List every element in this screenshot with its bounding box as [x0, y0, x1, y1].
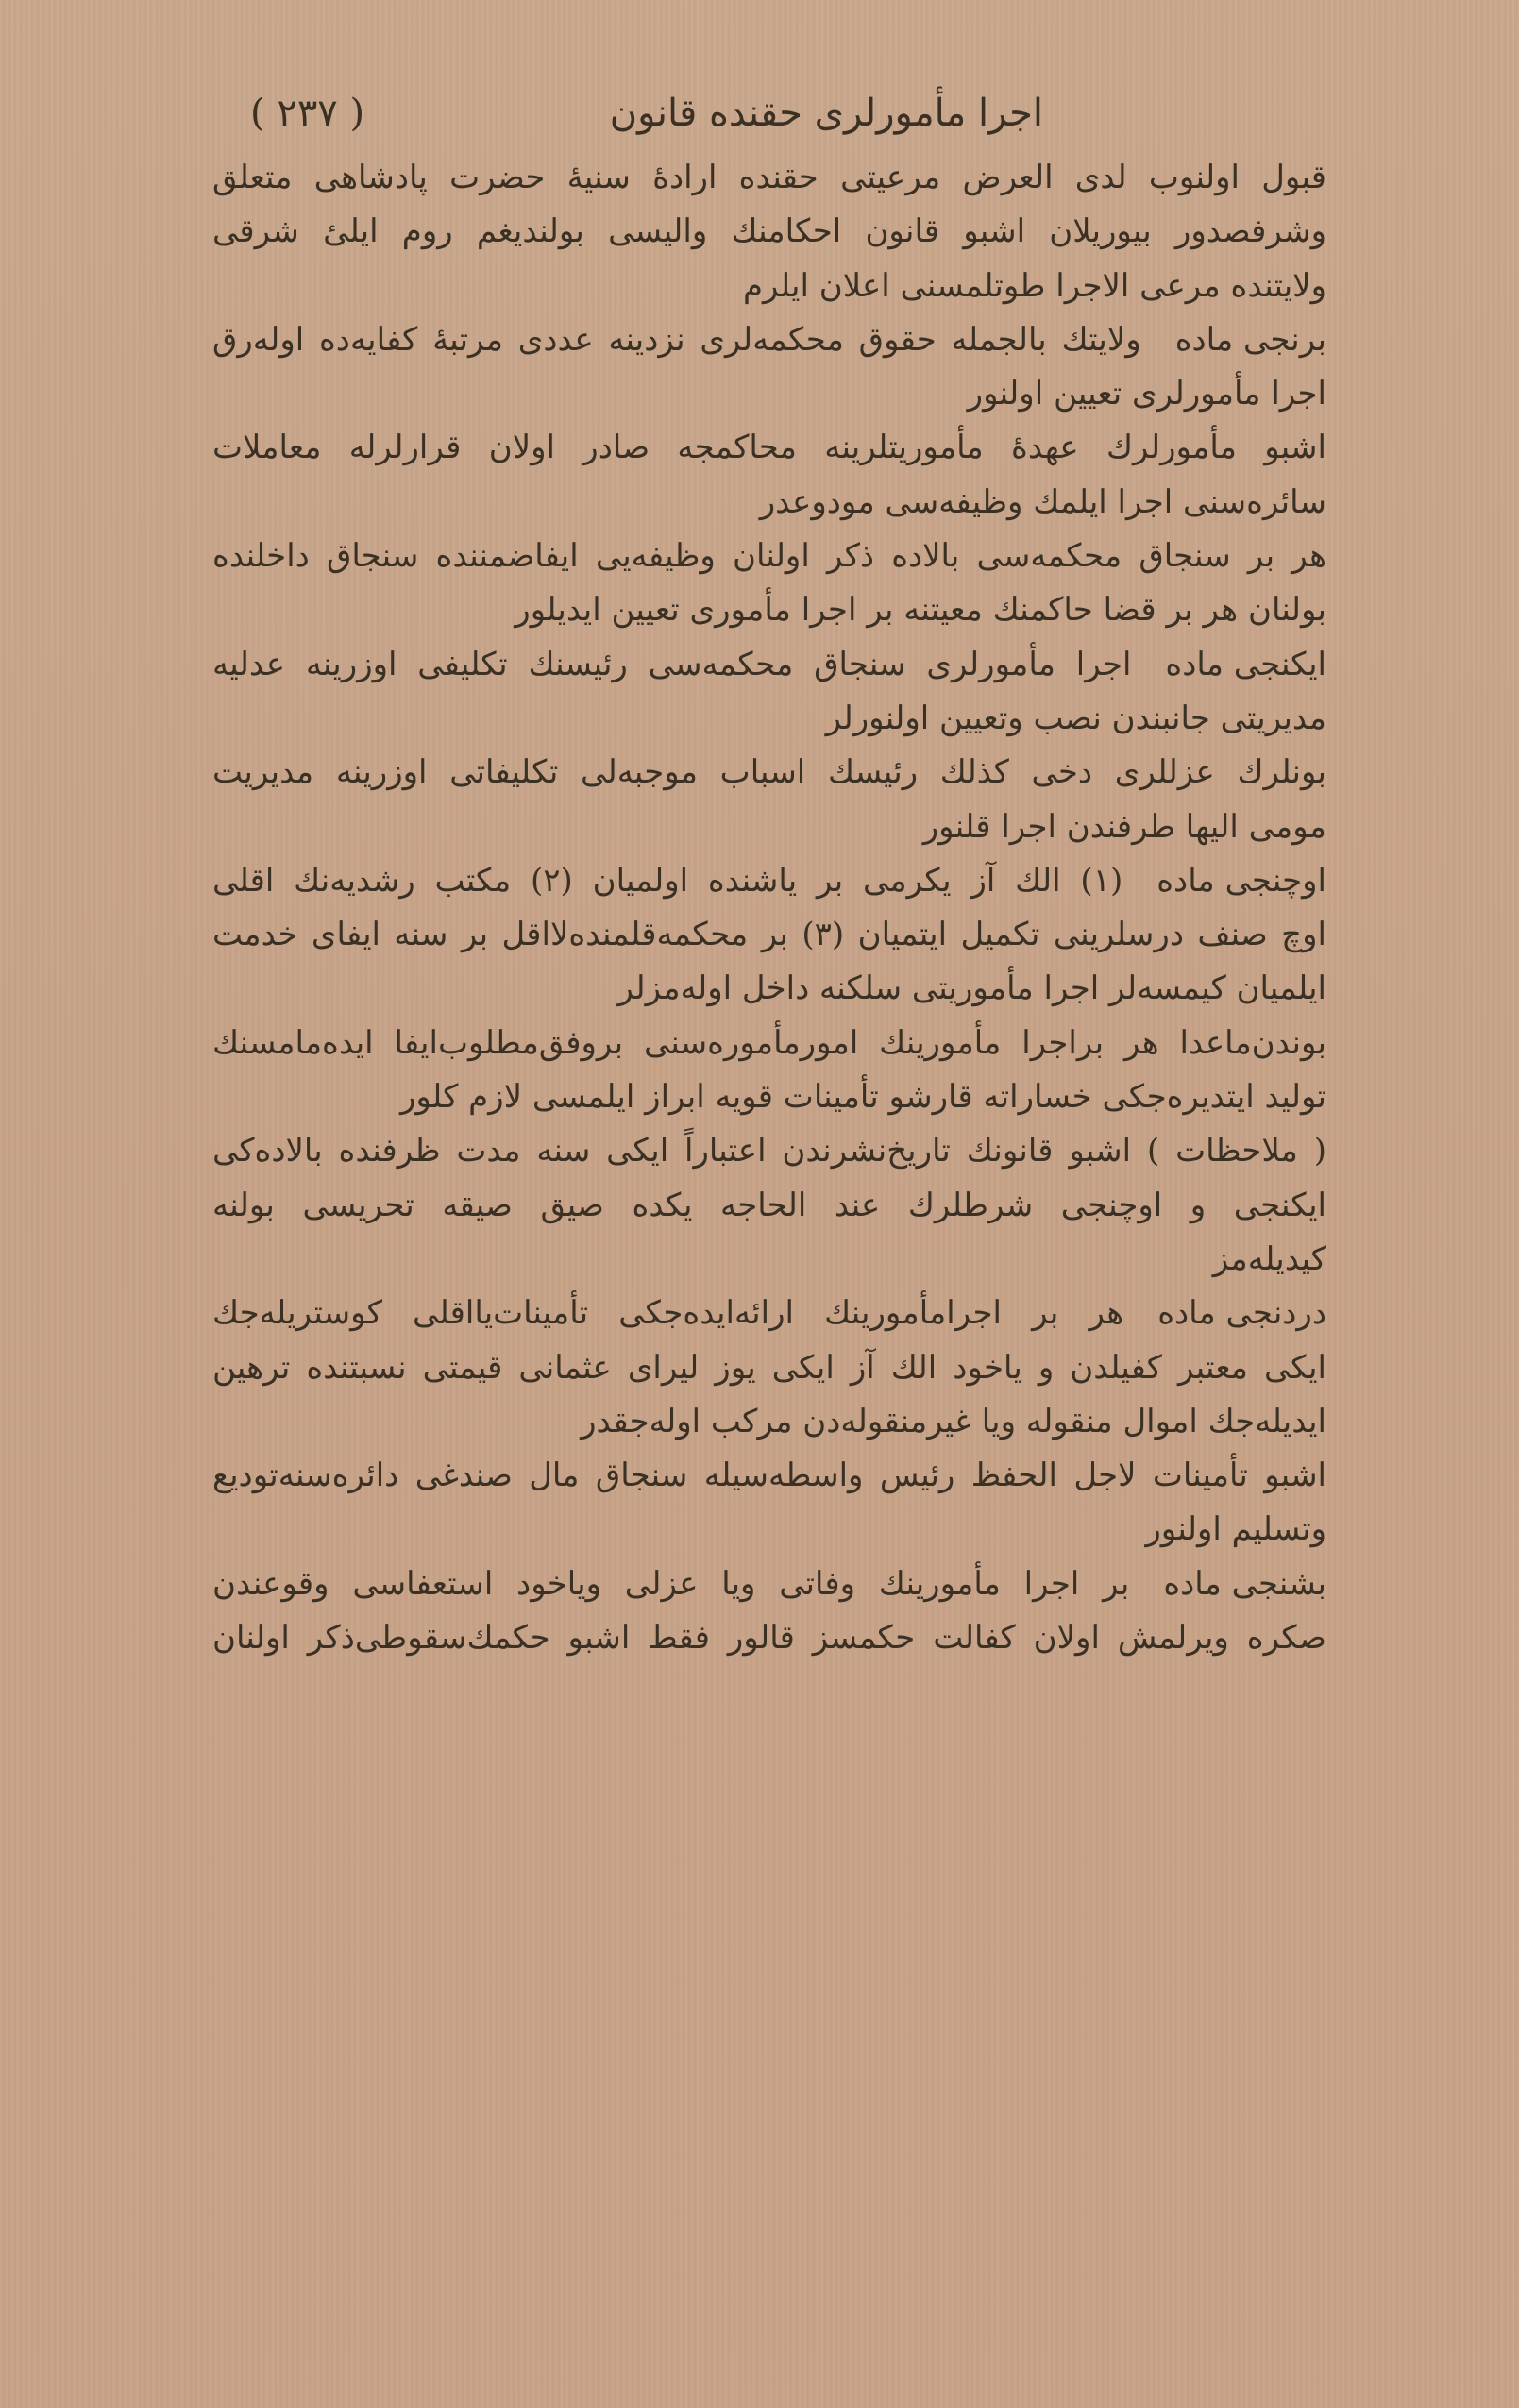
text-line [212, 1124, 1326, 1178]
text-line [212, 583, 1326, 637]
line-text: ایکی معتبر کفیلدن و یاخود الك آز ایکی یوز لیرای عثمانی قیمتی نسبتنده ترهین [212, 1348, 1326, 1387]
text-line [212, 692, 1326, 746]
line-text: تولید ایتدیره‌جکی خساراته قارشو تأمینات قویه ابراز ایلمسی لازم کلور [399, 1078, 1326, 1117]
body-text [212, 151, 1326, 1665]
text-line [212, 1341, 1326, 1395]
article-heading: اوچنجی ماده [1156, 861, 1326, 900]
running-title: اجرا مأمورلری حقنده قانون [609, 92, 1043, 135]
line-text: اشبو مأمورلرك عهدهٔ مأموریتلرینه محاکمجه صادر اولان قرارلرله معاملات [212, 429, 1326, 467]
line-text: (۱) الك آز یکرمی بر یاشنده اولمیان (۲) مکتب رشدیه‌نك اقلی [212, 861, 1123, 900]
page-header [212, 76, 1326, 151]
text-line [212, 367, 1326, 421]
line-text: ولایتنده مرعی الاجرا طوتلمسنی اعلان ایلرم [742, 266, 1326, 305]
line-text: ولایتك بالجمله حقوق محکمه‌لری نزدینه عددی مرتبهٔ کفایه‌ده اوله‌رق [212, 320, 1141, 359]
text-line [212, 421, 1326, 475]
line-text: ایکنجی و اوچنجی شرطلرك عند الحاجه یکده صیق صیقه تحریسی بولنه [212, 1186, 1326, 1224]
line-text: مدیریتی جانبندن نصب وتعیین اولنورلر [825, 699, 1326, 737]
line-text: ( ملاحظات ) اشبو قانونك تاریخ‌نشرندن اعتباراً ایکی سنه مدت ظرفنده بالاده‌کی [212, 1132, 1326, 1170]
article-heading: دردنجی ماده [1157, 1294, 1326, 1333]
article-heading: بشنجی ماده [1163, 1564, 1326, 1603]
line-text: قبول اولنوب لدی العرض مرعیتی حقنده ارادهٔ سنیهٔ حضرت پادشاهی متعلق [212, 159, 1326, 196]
text-line [212, 800, 1326, 854]
text-line [212, 1558, 1326, 1611]
article-heading: ایکنجی ماده [1165, 645, 1326, 683]
text-line [212, 1017, 1326, 1070]
text-line [212, 1233, 1326, 1287]
line-text: اوچ صنف درسلرینی تکمیل ایتمیان (۳) بر محکمه‌قلمنده‌لااقل بر سنه ایفای خدمت [212, 916, 1326, 954]
text-line [212, 908, 1326, 962]
line-text: بوندن‌ماعدا هر براجرا مأمورینك امورمأموره‌سنی بروفق‌مطلوب‌ایفا ایده‌مامسنك [212, 1023, 1326, 1062]
text-line [212, 1395, 1326, 1449]
article-heading: برنجی ماده [1174, 320, 1326, 359]
line-text: اشبو تأمینات لاجل الحفظ رئیس واسطه‌سیله سنجاق مال صندغی دائره‌سنه‌تودیع [212, 1457, 1326, 1495]
text-line [212, 205, 1326, 259]
text-line [212, 476, 1326, 530]
line-text: هر بر اجرامأمورینك ارائه‌ایده‌جکی تأمینات‌یااقلی کوستریله‌جك [212, 1294, 1124, 1333]
line-text: وشرفصدور بیوریلان اشبو قانون احکامنك والیسی بولندیغم روم ایلیٔ شرقی [212, 212, 1326, 251]
line-text: صکره ویرلمش اولان کفالت حکمسز قالور فقط اشبو حکمك‌سقوطی‌ذکر اولنان [212, 1619, 1326, 1658]
text-line [212, 746, 1326, 800]
line-text: بولنان هر بر قضا حاکمنك معیتنه بر اجرا مأموری تعیین ایدیلور [515, 591, 1326, 630]
text-line [212, 1503, 1326, 1557]
line-text: بر اجرا مأمورینك وفاتی ویا عزلی ویاخود استعفاسی وقوعندن [212, 1564, 1130, 1603]
page-number: ( ۲۳۷ ) [250, 92, 365, 135]
text-line [212, 530, 1326, 583]
line-text: اجرا مأمورلری سنجاق محکمه‌سی رئیسنك تکلیفی اوزرینه عدلیه [212, 645, 1132, 683]
line-text: اجرا مأمورلری تعیین اولنور [967, 375, 1326, 413]
line-text: ایدیله‌جك اموال منقوله ویا غیرمنقوله‌دن مرکب اوله‌جقدر [581, 1402, 1326, 1440]
text-line [212, 1070, 1326, 1124]
line-text: کیدیله‌مز [1212, 1239, 1326, 1278]
text-line [212, 260, 1326, 313]
text-line [212, 1179, 1326, 1233]
line-text: هر بر سنجاق محکمه‌سی بالاده ذکر اولنان وظیفه‌یی ایفاضمننده سنجاق داخلنده [212, 537, 1326, 576]
text-line [212, 313, 1326, 367]
text-line [212, 854, 1326, 908]
line-text: سائره‌سنی اجرا ایلمك وظیفه‌سی مودوعدر [759, 482, 1326, 521]
line-text: بونلرك عزللری دخی کذلك رئیسك اسباب موجبه‌لی تکلیفاتی اوزرینه مدیریت [212, 753, 1326, 792]
document-page [212, 0, 1326, 2408]
text-line [212, 151, 1326, 205]
line-text: ایلمیان کیمسه‌لر اجرا مأموریتی سلکنه داخل اوله‌مزلر [617, 969, 1326, 1008]
line-text: وتسلیم اولنور [1145, 1510, 1326, 1549]
text-line [212, 1287, 1326, 1340]
text-line [212, 1449, 1326, 1503]
text-line [212, 638, 1326, 692]
text-line [212, 1611, 1326, 1665]
text-line [212, 962, 1326, 1016]
line-text: مومی الیها طرفندن اجرا قلنور [922, 807, 1326, 846]
